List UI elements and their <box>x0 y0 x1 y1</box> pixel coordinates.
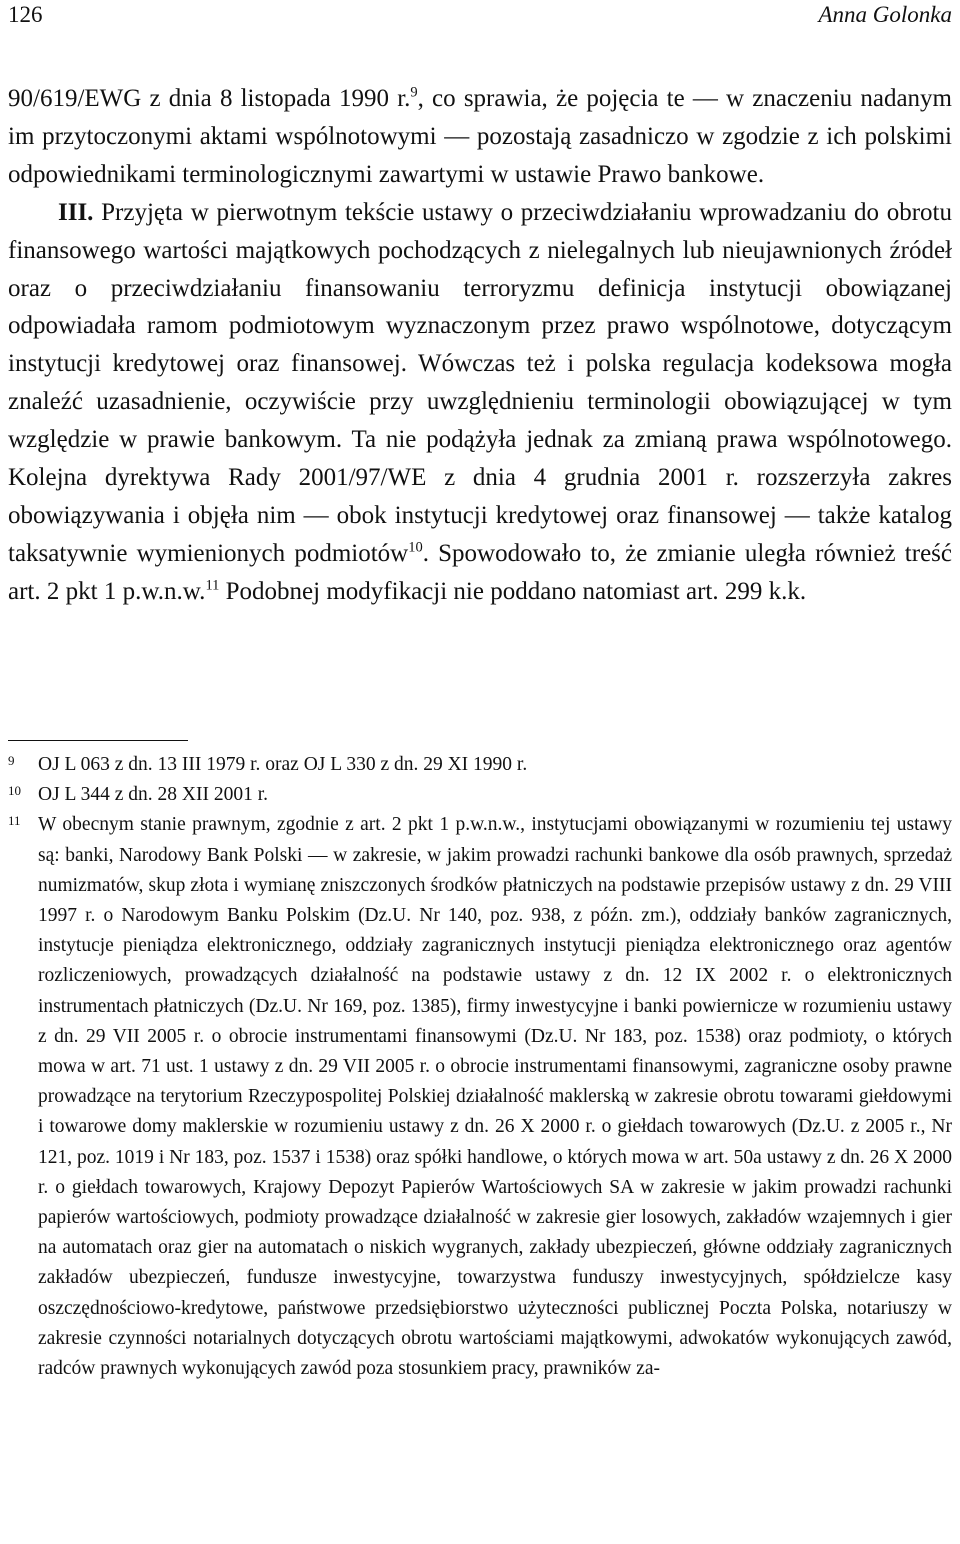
paragraph-2-text-a: Przyjęta w pierwotnym tekście ustawy o przeciwdziałaniu wprowadzaniu do obrotu finansowego wartości majątkowych pochodzących z nielegalnych lub nieujawnionych źródeł oraz o przeciwdziałaniu finansowaniu terroryzmu definicja instytucji obowiązanej odpowiadała ramom podmiotowym wyznaczonym przez prawo wspólnotowe, dotyczącym instytucji kredytowej oraz finansowej. Wówczas też i polska regulacja kodeksowa mogła znaleźć uzasadnienie, oczywiście przy uwzględnieniu terminologii obowiązującej w tym względzie w prawie bankowym. Ta nie podążyła jednak za zmianą prawa wspólnotowego. Kolejna dyrektywa Rady 2001/97/WE z dnia 4 grudnia 2001 r. rozszerzyła zakres obowiązywania i objęła nim — obok instytucji kredytowej oraz finansowej — także katalog taksatywnie wymienionych podmiotów <box>8 198 952 567</box>
footnote-11 <box>8 810 952 1384</box>
page-number: 126 <box>8 2 43 27</box>
paragraph-2-text-c: Podobnej modyfikacji nie poddano natomiast art. 299 k.k. <box>219 577 807 605</box>
footnote-number: 11 <box>8 813 21 829</box>
paragraph-2-text-b: . Spowodowało to, że zmianie uległa również treść art. 2 pkt 1 p.w.n.w. <box>8 539 952 605</box>
footnote-ref-10: 10 <box>408 539 423 556</box>
paragraph-1 <box>8 80 952 194</box>
page-header <box>8 2 952 32</box>
main-text <box>8 80 952 611</box>
footnote-10 <box>8 780 952 810</box>
footnote-separator <box>8 740 188 741</box>
footnote-text: W obecnym stanie prawnym, zgodnie z art. 2 pkt 1 p.w.n.w., instytucjami obowiązanymi w rozumieniu tej ustawy są: banki, Narodowy Bank Polski — w zakresie, w jakim prowadzi rachunki bankowe dla osób prawnych, sprzedaż numizmatów, skup złota i wymianę zniszczonych środków płatniczych na podstawie przepisów ustawy z dn. 29 VIII 1997 r. o Narodowym Banku Polskim (Dz.U. Nr 140, poz. 938, z późn. zm.), oddziały banków zagranicznych, instytucje pieniądza elektronicznego, oddziały zagranicznych instytucji pieniądza elektronicznego oraz agentów rozliczeniowych, prowadzących działalność na podstawie ustawy z dn. 12 IX 2002 r. o elektronicznych instrumentach płatniczych (Dz.U. Nr 169, poz. 1385), firmy inwestycyjne i banki powiernicze w rozumieniu ustawy z dn. 29 VII 2005 r. o obrocie instrumentami finansowymi (Dz.U. Nr 183, poz. 1538) oraz podmioty, o których mowa w art. 71 ust. 1 ustawy z dn. 29 VII 2005 r. o obrocie instrumentami finansowymi, zagraniczne osoby prawne prowadzące na terytorium Rzeczypospolitej Polskiej działalność maklerską w zakresie obrotu towarami giełdowymi i towarowe domy maklerskie w rozumieniu ustawy z dn. 26 X 2000 r. o giełdach towarowych (Dz.U. z 2005 r., Nr 121, poz. 1019 i Nr 183, poz. 1537 i 1538) oraz spółki handlowe, o których mowa w art. 50a ustawy z dn. 26 X 2000 r. o giełdach towarowych, Krajowy Depozyt Papierów Wartościowych SA w zakresie w jakim prowadzi rachunki papierów wartościowych, podmioty prowadzące działalność w zakresie gier losowych, zakładów wzajemnych i gier na automatach oraz gier na automatach o niskich wygranych, zakłady ubezpieczeń, główne oddziały zagranicznych zakładów ubezpieczeń, fundusze inwestycyjne, towarzystwa funduszy inwestycyjnych, spółdzielcze kasy oszczędnościowo-kredytowe, państwowe przedsiębiorstwo użyteczności publicznej Poczta Polska, notariuszy w zakresie czynności notarialnych dotyczących obrotu wartościami majątkowymi, adwokatów wykonujących zawód, radców prawnych wykonujących zawód poza stosunkiem pracy, prawników za- <box>38 814 952 1380</box>
footnote-ref-11: 11 <box>205 577 220 594</box>
paragraph-2 <box>8 194 952 611</box>
footnote-text: OJ L 344 z dn. 28 XII 2001 r. <box>38 784 269 806</box>
section-numeral: III. <box>58 198 94 226</box>
footnote-text: OJ L 063 z dn. 13 III 1979 r. oraz OJ L 330 z dn. 29 XI 1990 r. <box>38 754 528 775</box>
running-head-author: Anna Golonka <box>818 2 952 27</box>
footnote-number: 10 <box>8 783 21 799</box>
footnote-number: 9 <box>8 753 15 768</box>
footnote-ref-9: 9 <box>410 84 418 101</box>
footnotes <box>8 750 952 1384</box>
paragraph-1-text-start: 90/619/EWG z dnia 8 listopada 1990 r. <box>8 85 411 112</box>
document-page <box>8 0 952 1544</box>
footnote-9 <box>8 750 952 780</box>
paragraph-1-text-end: , co sprawia, że pojęcia te — w znaczeniu nadanym im przytoczonymi aktami wspólnotowymi — pozostają zasadniczo w zgodzie z ich polskimi odpowiednikami terminologicznymi zawartymi w ustawie Prawo bankowe. <box>8 85 952 188</box>
